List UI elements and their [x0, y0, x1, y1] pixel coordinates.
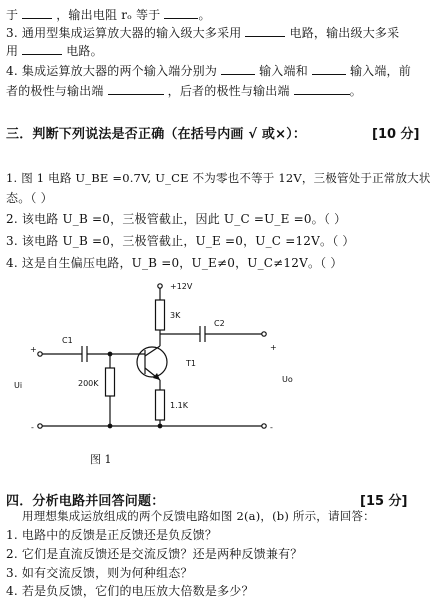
question-2-3: 3. 通用型集成运算放大器的输入级大多采用 电路，输出级大多采 [6, 26, 400, 40]
question-2-3-cont: 用 电路。 [6, 44, 103, 58]
question-3-3: 3. 该电路 U_B =0，三极管截止，U_E =0，U_C =12V。（ ） [6, 234, 355, 248]
q-line-output-resistance: 于 ，输出电阻 rₒ 等于 。 [6, 8, 211, 22]
question-4-2: 2. 它们是直流反馈还是交流反馈？还是两种反馈兼有？ [6, 547, 303, 561]
label-output-minus: - [270, 423, 273, 432]
answer-blank[interactable] [22, 7, 52, 19]
question-4-4: 4. 若是负反馈，它们的电压放大倍数是多少？ [6, 584, 254, 598]
question-2-4: 4. 集成运算放大器的两个输入端分别为 输入端和 输入端，前 [6, 64, 411, 78]
label-ui: Ui [14, 381, 23, 390]
section-3-score: [10 分] [372, 127, 420, 142]
label-input-plus: + [30, 345, 37, 354]
question-4-1: 1. 电路中的反馈是正反馈还是负反馈？ [6, 528, 218, 542]
label-re: 1.1K [170, 401, 188, 410]
answer-blank[interactable] [294, 83, 350, 95]
answer-blank[interactable] [245, 25, 285, 37]
section-4-intro: 用理想集成运放组成的两个反馈电路如图 2(a)，(b) 所示，请回答： [22, 509, 375, 523]
section-3-title: 三．判断下列说法是否正确（在括号内画 √ 或×）： [6, 127, 307, 142]
label-input-minus: - [31, 423, 34, 432]
resistor-rb [106, 368, 115, 396]
circuit-diagram-figure-1 [0, 270, 439, 470]
label-output-plus: + [270, 343, 277, 352]
answer-blank[interactable] [312, 63, 346, 75]
answer-blank[interactable] [108, 83, 164, 95]
label-c1: C1 [62, 336, 73, 345]
vcc-terminal [158, 284, 162, 288]
question-3-1-cont: 态。（ ） [6, 191, 53, 205]
question-3-1: 1. 图 1 电路 U_BE =0.7V, U_CE 不为零也不等于 12V，三极管处于正常放大状 [6, 171, 431, 185]
resistor-rc [156, 300, 165, 330]
answer-blank[interactable] [22, 43, 62, 55]
label-t1: T1 [186, 359, 196, 368]
output-terminal-plus [262, 332, 266, 336]
input-terminal-minus [38, 424, 42, 428]
answer-blank[interactable] [164, 7, 198, 19]
section-4-title: 四．分析电路并回答问题： [6, 494, 165, 509]
answer-blank[interactable] [221, 63, 255, 75]
label-vcc: +12V [170, 282, 193, 291]
label-c2: C2 [214, 319, 225, 328]
label-uo: Uo [282, 375, 293, 384]
label-rc: 3K [170, 311, 181, 320]
label-rb: 200K [78, 379, 99, 388]
question-2-4-cont: 者的极性与输出端 ，后者的极性与输出端 。 [6, 84, 362, 98]
question-3-4: 4. 这是自生偏压电路，U_B =0，U_E≠0，U_C≠12V。（ ） [6, 256, 343, 270]
figure-caption: 图 1 [90, 453, 112, 466]
question-4-3: 3. 如有交流反馈，则为何种组态？ [6, 566, 193, 580]
section-4-score: [15 分] [360, 494, 408, 509]
output-terminal-minus [262, 424, 266, 428]
resistor-re [156, 390, 165, 420]
input-terminal-plus [38, 352, 42, 356]
question-3-2: 2. 该电路 U_B =0，三极管截止，因此 U_C =U_E =0。（ ） [6, 212, 347, 226]
